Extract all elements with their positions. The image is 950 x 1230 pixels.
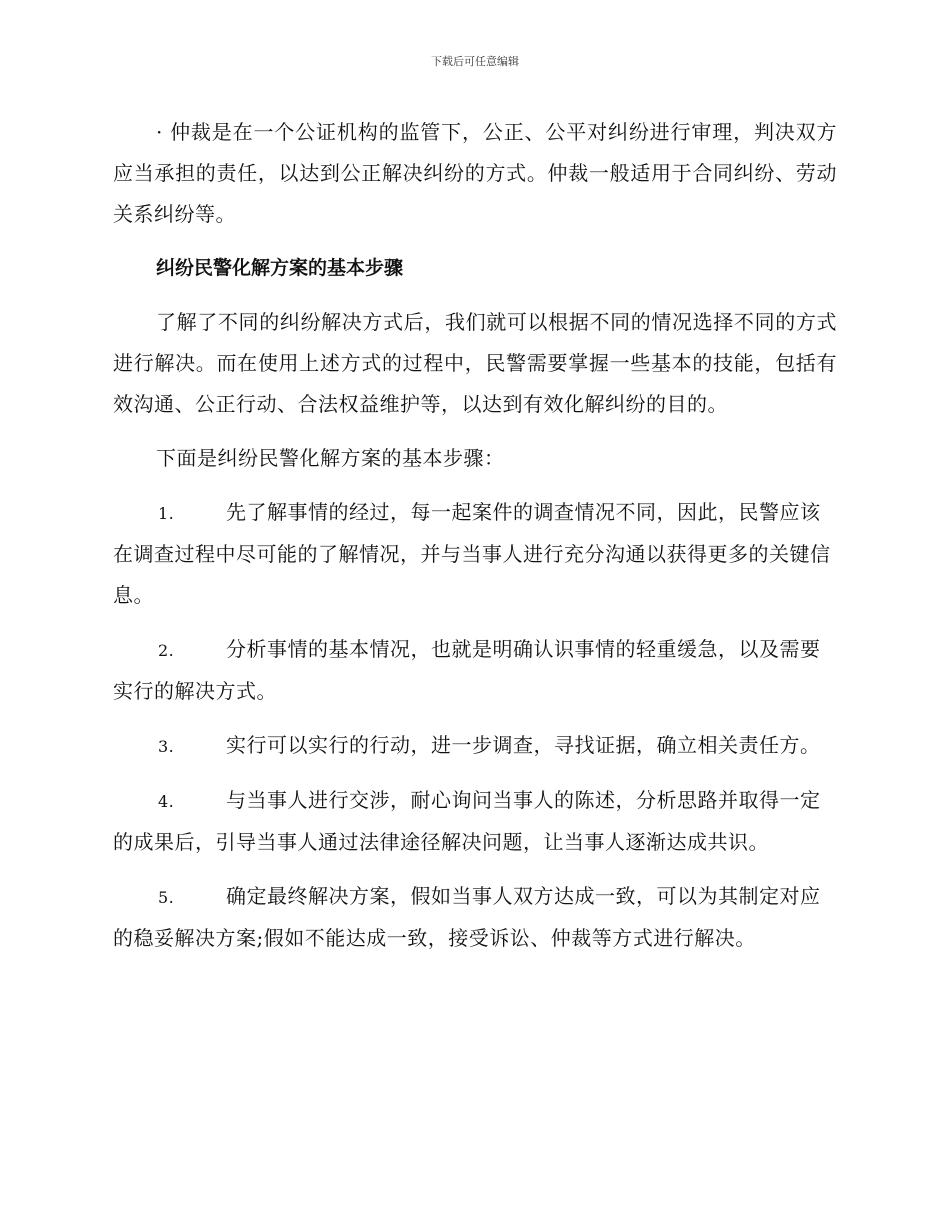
step-item: [113, 876, 837, 959]
step-text: 确定最终解决方案，假如当事人双方达成一致，可以为其制定对应的稳妥解决方案;假如不能达成一致，接受诉讼、仲裁等方式进行解决。: [113, 884, 821, 950]
step-number: 5.: [158, 888, 175, 907]
page-header: 下载后可任意编辑: [431, 55, 519, 68]
step-item: [113, 725, 837, 767]
step-text: 实行可以实行的行动，进一步调查，寻找证据，确立相关责任方。: [226, 733, 821, 757]
intro-paragraph: · 仲裁是在一个公证机构的监管下，公正、公平对纠纷进行审理，判决双方应当承担的责任，以达到公正解决纠纷的方式。仲裁一般适用于合同纠纷、劳动关系纠纷等。: [113, 120, 837, 226]
steps-intro-paragraph: 下面是纠纷民警化解方案的基本步骤：: [156, 446, 505, 470]
step-number: 3.: [158, 737, 175, 756]
step-number: 4.: [158, 792, 175, 811]
step-item: [113, 780, 837, 863]
step-text: 与当事人进行交涉，耐心询问当事人的陈述，分析思路并取得一定的成果后，引导当事人通过法律途径解决问题，让当事人逐渐达成共识。: [113, 788, 821, 854]
step-number: 1.: [158, 504, 175, 523]
step-item: [113, 492, 837, 616]
step-text: 先了解事情的经过，每一起案件的调查情况不同，因此，民警应该在调查过程中尽可能的了解情况，并与当事人进行充分沟通以获得更多的关键信息。: [113, 500, 831, 607]
step-text: 分析事情的基本情况，也就是明确认识事情的轻重缓急，以及需要实行的解决方式。: [113, 637, 821, 703]
explanation-paragraph: 了解了不同的纠纷解决方式后，我们就可以根据不同的情况选择不同的方式进行解决。而在使用上述方式的过程中，民警需要掌握一些基本的技能，包括有效沟通、公正行动、合法权益维护等，以达到有效化解纠纷的目的。: [113, 310, 837, 416]
step-number: 2.: [158, 641, 175, 660]
step-item: [113, 629, 837, 712]
document-body: [113, 112, 837, 972]
section-heading: 纠纷民警化解方案的基本步骤: [156, 257, 404, 279]
